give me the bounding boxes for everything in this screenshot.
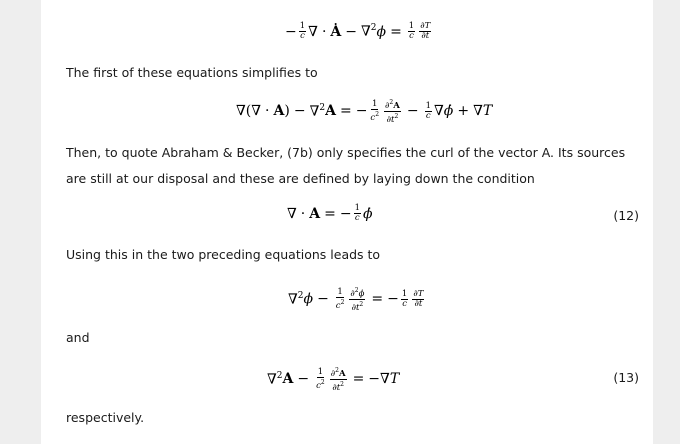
- equation-13-number: (13): [613, 370, 639, 385]
- paragraph-using-this: Using this in the two preceding equations leads to: [66, 247, 381, 262]
- paragraph-simplifies: The first of these equations simplifies to: [66, 65, 318, 80]
- paragraph-abraham-becker: Then, to quote Abraham & Becker, (7b) only specifies the curl of the vector A. Its sources are still at our disposal and these are defined by laying down the condition: [66, 145, 626, 186]
- equation-top: − $\frac{1}{c}$ ∇ · Ȧ − ∇$^2$ ϕ = $\frac{1}{c}$ $\frac{\partial T}{\partial t}$: [285, 21, 431, 41]
- equation-simplified: ∇ (∇ · A ) − ∇$^2$ A = − $\frac{1}{c^2}$ $\frac{\partial^2A}{\partial t^2}$ − $\frac{1}{c}$ ∇ ϕ̇ + ∇ T: [236, 98, 493, 125]
- equation-12-number: (12): [613, 208, 639, 223]
- paragraph-and: and: [66, 330, 90, 345]
- equation-12: ∇ · A = − $\frac{1}{c}$ ϕ̇: [287, 203, 373, 223]
- paragraph-respectively: respectively.: [66, 410, 145, 425]
- equation-scalar-wave: ∇$^2$ ϕ − $\frac{1}{c^2}$ $\frac{\partial^2\phi}{\partial t^2}$ = − $\frac{1}{c}$ $\frac{\partial T}{\partial t}$: [288, 286, 424, 313]
- document-page: [41, 0, 653, 444]
- equation-13: ∇$^2$ A − $\frac{1}{c^2}$ $\frac{\partial^2A}{\partial t^2}$ = −∇ T: [267, 366, 400, 393]
